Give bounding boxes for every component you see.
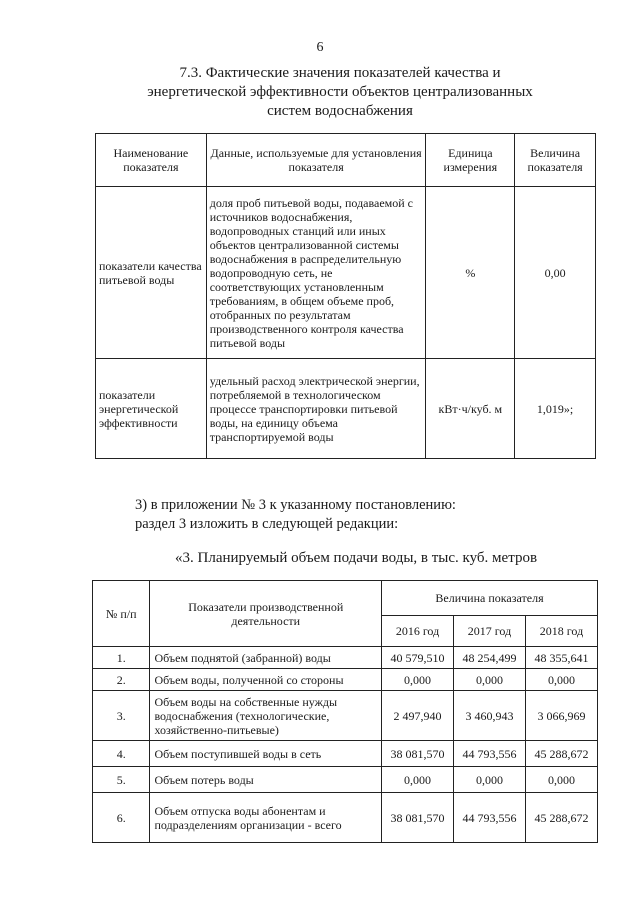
row-value-2016: 0,000 xyxy=(382,669,454,691)
header-name: Наименование показателя xyxy=(96,134,207,187)
section-title-line: 7.3. Фактические значения показателей качества и xyxy=(179,65,501,81)
table-header-row xyxy=(93,581,598,616)
quality-indicators-table xyxy=(95,133,596,459)
amendment-paragraph xyxy=(135,496,456,534)
header-indicator: Показатели производственной деятельности xyxy=(150,581,382,647)
header-year: 2016 год xyxy=(382,616,454,647)
section-subtitle: «3. Планируемый объем подачи воды, в тыс. куб. метров xyxy=(175,550,538,566)
table-row xyxy=(93,691,598,741)
paragraph-line: раздел 3 изложить в следующей редакции: xyxy=(135,516,399,532)
row-name: Объем поднятой (забранной) воды xyxy=(150,647,382,669)
row-value-2018: 0,000 xyxy=(525,669,597,691)
table-row xyxy=(96,187,596,359)
section-title xyxy=(110,64,570,121)
row-value-2018: 0,000 xyxy=(525,767,597,793)
table-row xyxy=(93,669,598,691)
row-name: Объем поступившей воды в сеть xyxy=(150,741,382,767)
header-value: Величина показателя xyxy=(515,134,596,187)
section-title-line: систем водоснабжения xyxy=(267,103,413,119)
row-value-2017: 48 254,499 xyxy=(454,647,526,669)
table-row xyxy=(93,741,598,767)
indicator-name: показатели энергетической эффективности xyxy=(96,359,207,459)
row-value-2017: 3 460,943 xyxy=(454,691,526,741)
table-row xyxy=(93,647,598,669)
row-name: Объем отпуска воды абонентам и подразделениям организации - всего xyxy=(150,793,382,843)
table-row xyxy=(93,793,598,843)
row-value-2018: 45 288,672 xyxy=(525,741,597,767)
row-num: 3. xyxy=(93,691,150,741)
row-value-2017: 0,000 xyxy=(454,669,526,691)
row-value-2018: 48 355,641 xyxy=(525,647,597,669)
header-data: Данные, используемые для установления показателя xyxy=(206,134,426,187)
row-value-2017: 0,000 xyxy=(454,767,526,793)
row-num: 2. xyxy=(93,669,150,691)
row-num: 5. xyxy=(93,767,150,793)
indicator-unit: кВт·ч/куб. м xyxy=(426,359,515,459)
water-supply-table xyxy=(92,580,598,843)
indicator-unit: % xyxy=(426,187,515,359)
row-value-2018: 45 288,672 xyxy=(525,793,597,843)
table-row xyxy=(93,767,598,793)
paragraph-line: 3) в приложении № 3 к указанному постановлению: xyxy=(135,497,456,513)
row-value-2016: 0,000 xyxy=(382,767,454,793)
row-value-2016: 2 497,940 xyxy=(382,691,454,741)
header-year: 2017 год xyxy=(454,616,526,647)
row-name: Объем потерь воды xyxy=(150,767,382,793)
row-value-2016: 40 579,510 xyxy=(382,647,454,669)
indicator-name: показатели качества питьевой воды xyxy=(96,187,207,359)
table-row xyxy=(96,359,596,459)
row-value-2016: 38 081,570 xyxy=(382,741,454,767)
header-year: 2018 год xyxy=(525,616,597,647)
indicator-value: 0,00 xyxy=(515,187,596,359)
indicator-data: доля проб питьевой воды, подаваемой с источников водоснабжения, водопроводных станций или иных объектов централизованной системы водоснабжения в распределительную водопроводную сеть, не соответствующих установленным требованиям, в общем объеме проб, отобранных по результатам производственного контроля качества питьевой воды xyxy=(206,187,426,359)
indicator-data: удельный расход электрической энергии, потребляемой в технологическом процессе транспортировки питьевой воды, на единицу объема транспортируемой воды xyxy=(206,359,426,459)
header-num: № п/п xyxy=(93,581,150,647)
section-title-line: энергетической эффективности объектов централизованных xyxy=(147,84,533,100)
table-header-row xyxy=(96,134,596,187)
row-num: 6. xyxy=(93,793,150,843)
row-value-2017: 44 793,556 xyxy=(454,793,526,843)
header-value-group: Величина показателя xyxy=(382,581,598,616)
row-name: Объем воды, полученной со стороны xyxy=(150,669,382,691)
row-value-2017: 44 793,556 xyxy=(454,741,526,767)
row-value-2016: 38 081,570 xyxy=(382,793,454,843)
row-num: 4. xyxy=(93,741,150,767)
indicator-value: 1,019»; xyxy=(515,359,596,459)
row-value-2018: 3 066,969 xyxy=(525,691,597,741)
header-unit: Единица измерения xyxy=(426,134,515,187)
page-number: 6 xyxy=(316,40,324,55)
row-name: Объем воды на собственные нужды водоснабжения (технологические, хозяйственно-питьевые) xyxy=(150,691,382,741)
row-num: 1. xyxy=(93,647,150,669)
